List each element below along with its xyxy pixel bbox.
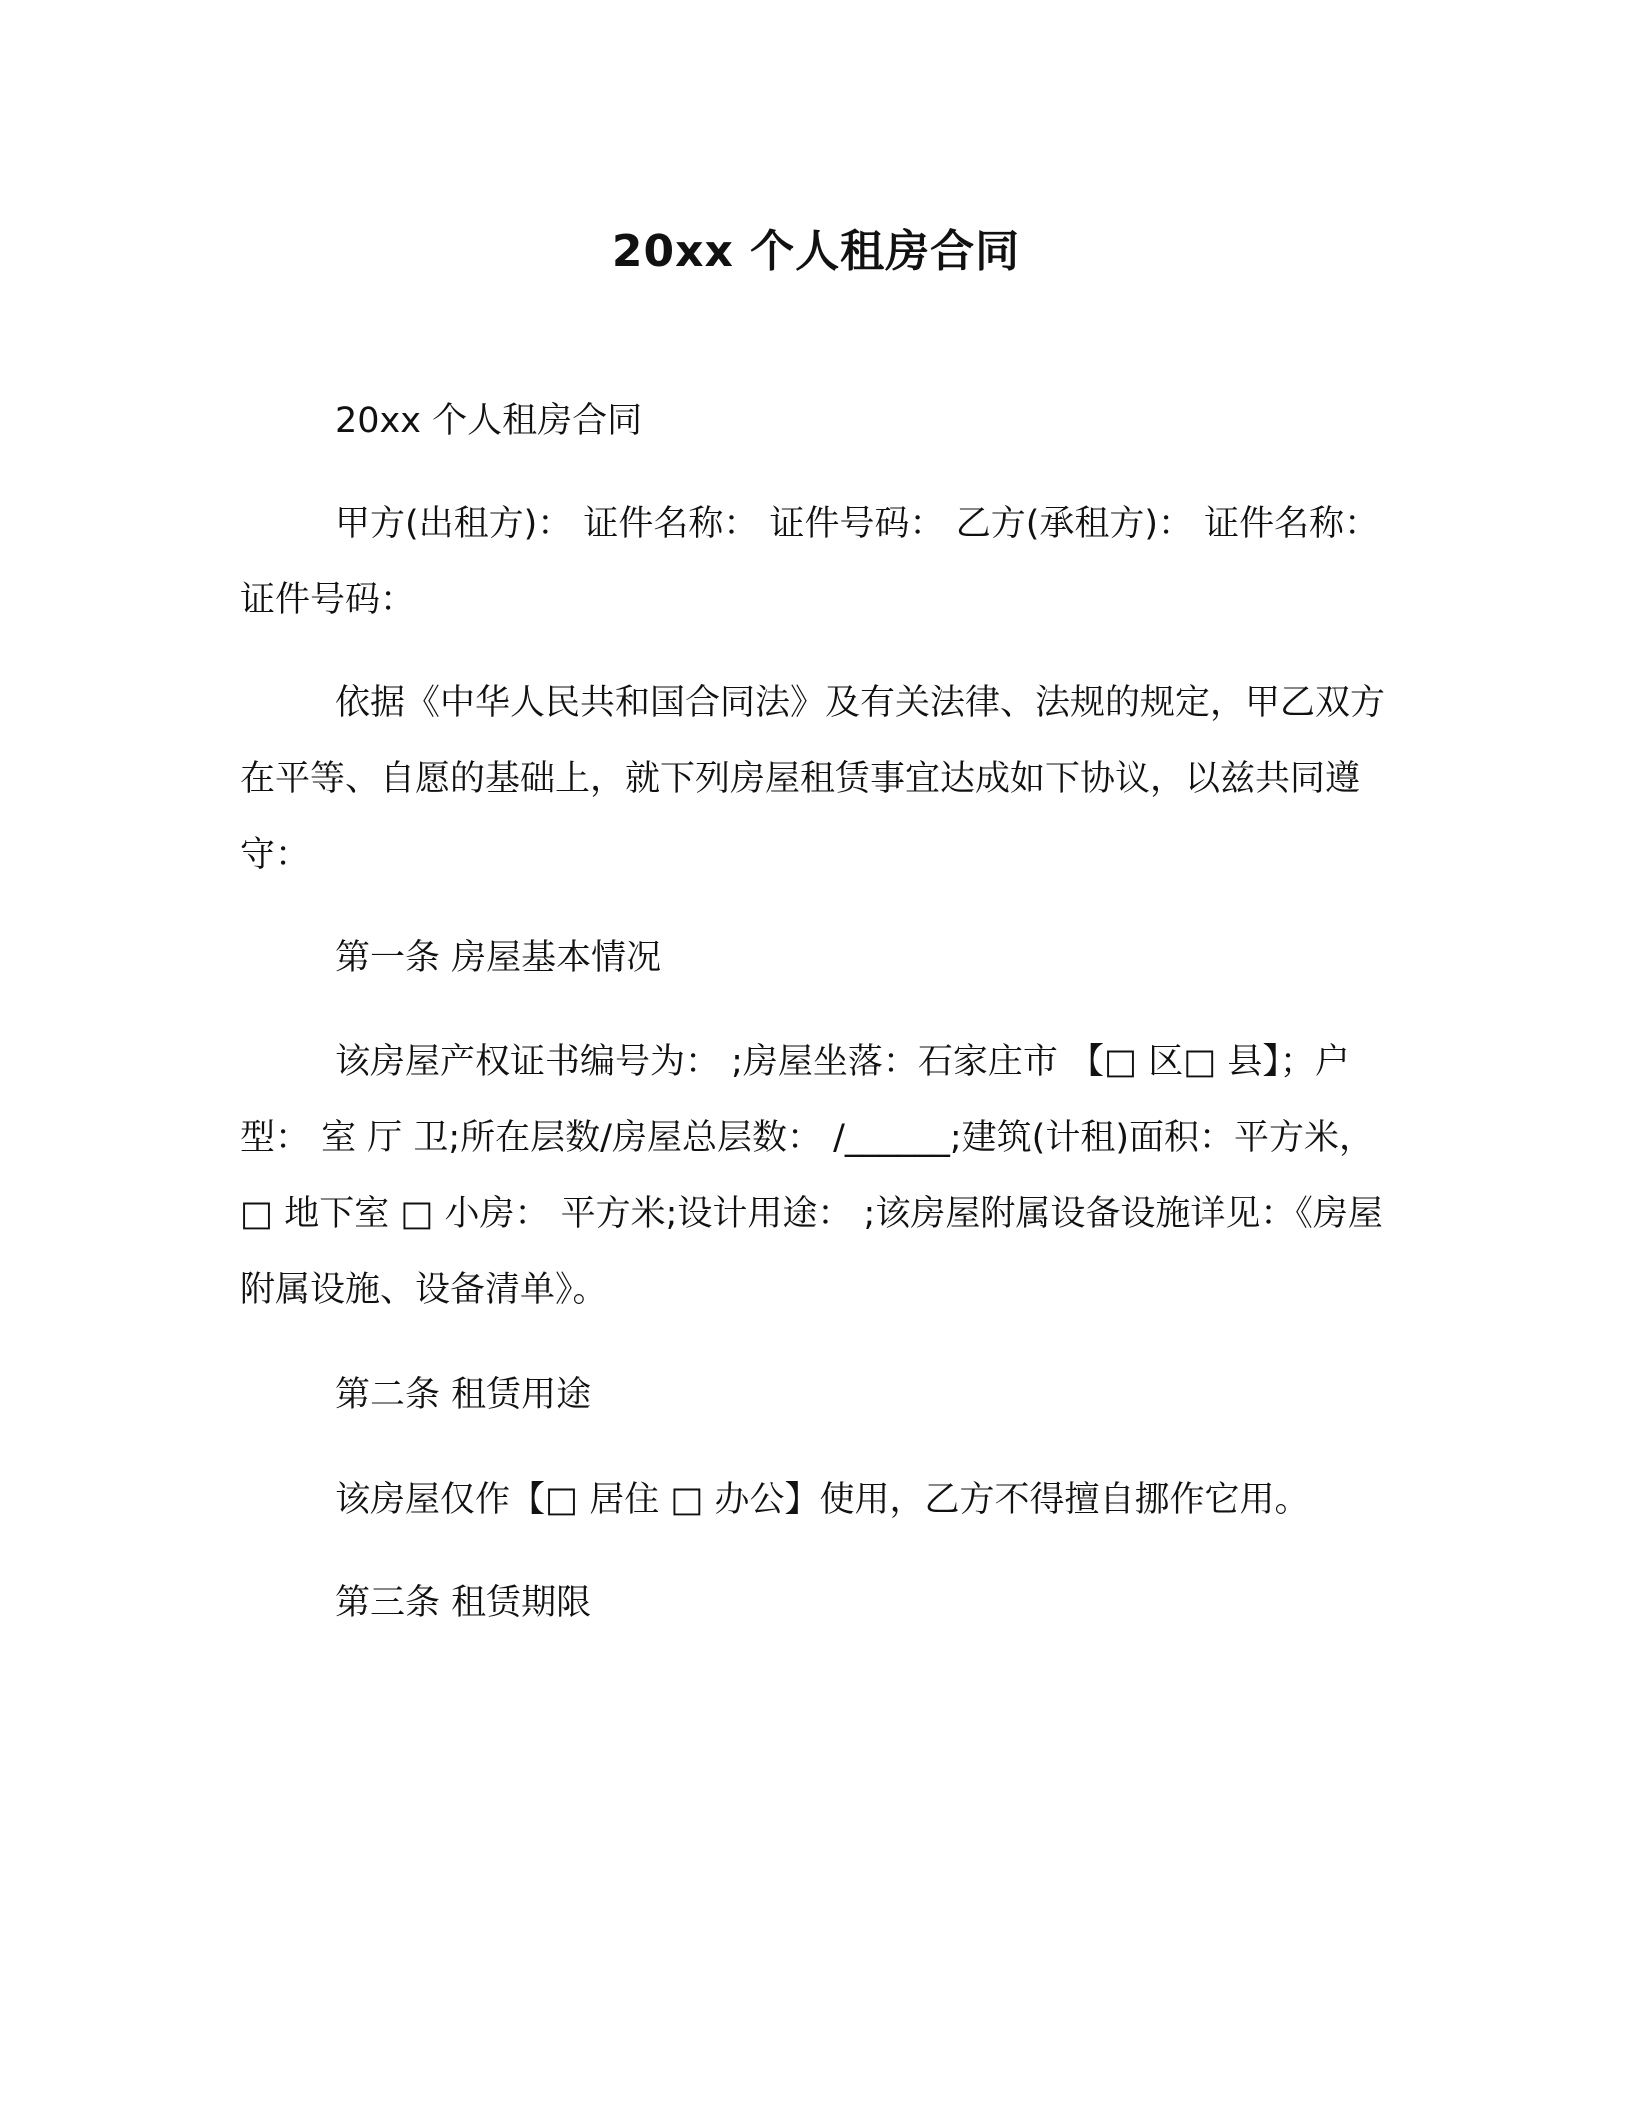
paragraph-legal-basis: 依据《中华人民共和国合同法》及有关法律、法规的规定，甲乙双方在平等、自愿的基础上，就下列房屋租赁事宜达成如下协议，以兹共同遵守： bbox=[240, 683, 1386, 875]
paragraph-house-info: 该房屋产权证书编号为： ;房屋坐落：石家庄市 【□ 区□ 县】；户型： 室 厅 卫;所在层数/房屋总层数： /______;建筑(计租)面积：平方米，□ 地下室 □ 小房： 平方米;设计用途： ;该房屋附属设备设施详见：《房屋附属设施、设备清单》。 bbox=[240, 1042, 1383, 1310]
section-heading-article-3: 第三条 租赁期限 bbox=[335, 1583, 592, 1623]
document-title: 20xx 个人租房合同 bbox=[611, 226, 1021, 277]
section-heading-article-2: 第二条 租赁用途 bbox=[335, 1375, 592, 1415]
section-heading-article-1: 第一条 房屋基本情况 bbox=[335, 938, 662, 978]
paragraph-parties: 甲方(出租方)： 证件名称： 证件号码： 乙方(承租方)： 证件名称： 证件号码： bbox=[240, 504, 1380, 620]
paragraph-usage: 该房屋仅作【□ 居住 □ 办公】使用，乙方不得擅自挪作它用。 bbox=[335, 1480, 1310, 1520]
paragraph-subtitle: 20xx 个人租房合同 bbox=[335, 401, 643, 441]
